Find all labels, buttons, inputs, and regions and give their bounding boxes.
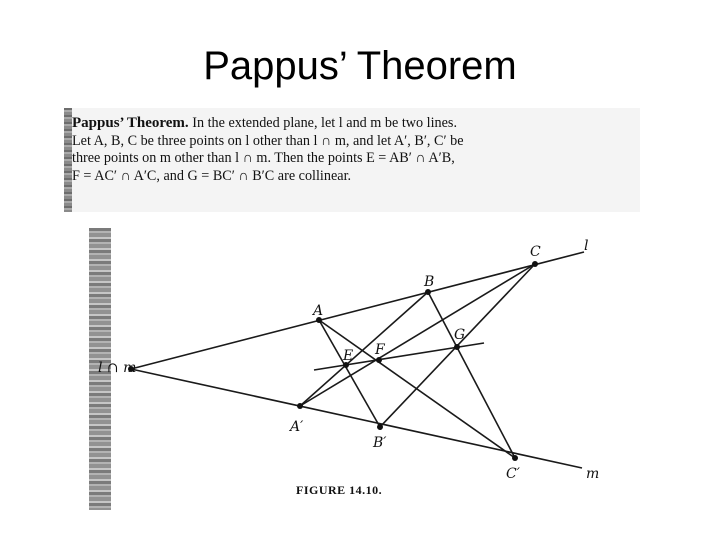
label-C: C xyxy=(530,244,541,260)
point-C-prime xyxy=(512,455,518,461)
label-A-prime: A′ xyxy=(290,419,304,435)
label-A: A xyxy=(313,303,324,319)
label-B-prime: B′ xyxy=(373,435,387,451)
line-l xyxy=(131,252,584,369)
point-C xyxy=(532,261,538,267)
line-A-prime-C xyxy=(300,264,535,406)
theorem-line-1-text: In the extended plane, let l and m be two lines. xyxy=(188,115,457,131)
theorem-line-2: Let A, B, C be three points on l other than l ∩ m, and let A′, B′, C′ be xyxy=(72,132,464,149)
slide-title: Pappus’ Theorem xyxy=(203,44,517,88)
theorem-line-4: F = AC′ ∩ A′C, and G = BC′ ∩ B′C are collinear. xyxy=(72,167,352,184)
label-l: l xyxy=(584,238,589,254)
label-G: G xyxy=(454,327,466,343)
line-AB-prime xyxy=(319,320,380,427)
label-F: F xyxy=(375,342,385,358)
label-E: E xyxy=(343,348,354,364)
label-m: m xyxy=(586,466,600,482)
label-B: B xyxy=(424,274,435,290)
point-B-prime xyxy=(377,424,383,430)
line-BC-prime xyxy=(428,292,515,458)
figure-caption: FIGURE 14.10. xyxy=(296,483,383,497)
point-A-prime xyxy=(297,403,303,409)
point-G xyxy=(454,344,460,350)
theorem-heading: Pappus’ Theorem. xyxy=(72,115,189,131)
theorem-line-3: three points on m other than l ∩ m. Then the points E = AB′ ∩ A′B, xyxy=(72,150,455,167)
label-intersection: l ∩ m xyxy=(98,360,137,376)
label-C-prime: C′ xyxy=(506,466,520,482)
line-m xyxy=(131,369,582,468)
